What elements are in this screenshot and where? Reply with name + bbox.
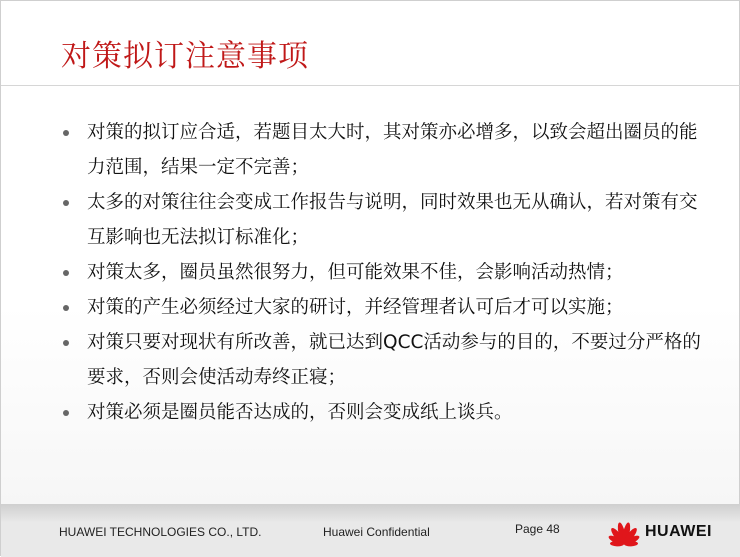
page-number: Page 48 (515, 522, 560, 536)
bullet-list (63, 115, 703, 430)
bullet-dot-icon (63, 270, 69, 276)
slide-footer (1, 504, 740, 557)
bullet-text: 太多的对策往往会变成工作报告与说明，同时效果也无从确认，若对策有交互影响也无法拟订标准化； (87, 192, 698, 248)
company-name: HUAWEI TECHNOLOGIES CO., LTD. (59, 525, 262, 539)
bullet-item (63, 255, 703, 290)
huawei-logo (607, 517, 737, 547)
bullet-text: 对策的拟订应合适，若题目太大时，其对策亦必增多，以致会超出圈员的能力范围，结果一定不完善； (87, 122, 698, 178)
bullet-item (63, 395, 703, 430)
bullet-dot-icon (63, 305, 69, 311)
bullet-item (63, 115, 703, 185)
confidential-label: Huawei Confidential (323, 525, 430, 539)
bullet-text: 对策的产生必须经过大家的研讨，并经管理者认可后才可以实施； (87, 297, 624, 318)
bullet-item (63, 325, 703, 395)
bullet-dot-icon (63, 200, 69, 206)
huawei-petal-logo-icon (607, 517, 641, 547)
logo-wordmark: HUAWEI (645, 523, 712, 540)
bullet-text: 对策只要对现状有所改善，就已达到QCC活动参与的目的，不要过分严格的要求，否则会使活动寿终正寝； (87, 332, 701, 388)
slide-title: 对策拟订注意事项 (61, 39, 309, 74)
bullet-dot-icon (63, 130, 69, 136)
bullet-item (63, 290, 703, 325)
bullet-dot-icon (63, 410, 69, 416)
bullet-text: 对策必须是圈员能否达成的，否则会变成纸上谈兵。 (87, 402, 513, 423)
bullet-text: 对策太多，圈员虽然很努力，但可能效果不佳，会影响活动热情； (87, 262, 624, 283)
bullet-item (63, 185, 703, 255)
bullet-dot-icon (63, 340, 69, 346)
title-divider (1, 85, 740, 86)
